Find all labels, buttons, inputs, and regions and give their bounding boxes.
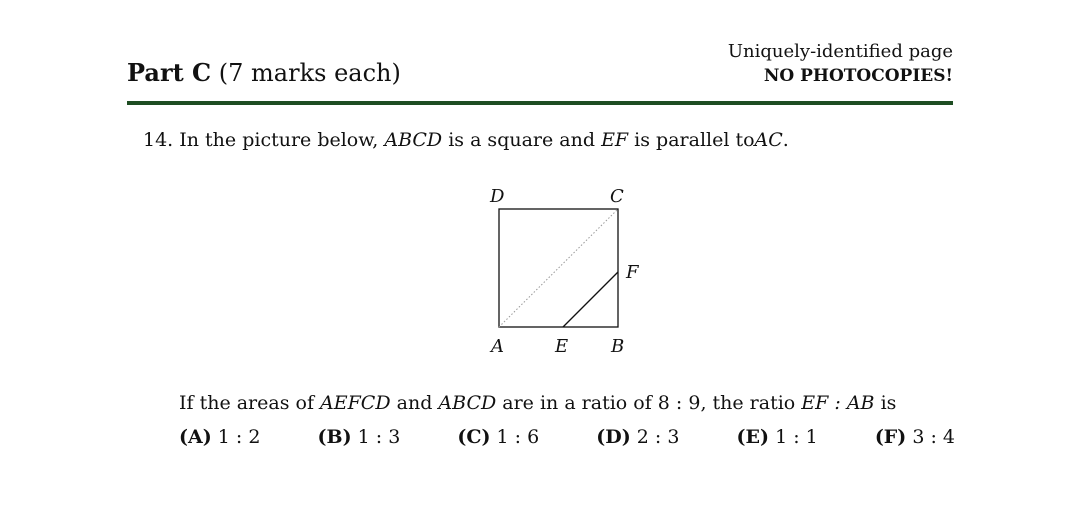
- prompt-math-aefcd: AEFCD: [320, 392, 391, 414]
- notice-unique-page: Uniquely-identified page: [727, 41, 953, 62]
- answer-choice-e[interactable]: [737, 426, 818, 448]
- square-diagram: [470, 178, 650, 368]
- answer-choice-a[interactable]: [179, 426, 260, 448]
- prompt-text-3: are in a ratio of 8 : 9, the ratio: [502, 392, 796, 414]
- part-heading: [127, 58, 401, 87]
- choice-label: (D): [596, 426, 631, 448]
- choice-label: (E): [736, 426, 770, 448]
- question-math-abcd: ABCD: [384, 129, 443, 151]
- choice-value: 1 : 3: [357, 426, 401, 448]
- choice-value: 3 : 4: [912, 426, 955, 448]
- choice-value: 1 : 1: [775, 426, 818, 448]
- point-label-f: F: [626, 262, 639, 283]
- question-statement: [143, 129, 789, 151]
- question-math-ac: AC: [754, 129, 783, 151]
- choice-value: 1 : 2: [217, 426, 261, 448]
- vertex-label-c: C: [610, 186, 624, 207]
- vertex-label-b: B: [611, 336, 625, 357]
- choice-value: 2 : 3: [636, 426, 680, 448]
- prompt-math-abcd: ABCD: [438, 392, 497, 414]
- question-number: 14.: [143, 129, 174, 151]
- question-math-ef: EF: [601, 129, 629, 151]
- diagonal-ac: [499, 209, 618, 327]
- prompt-text-4: is: [880, 392, 897, 414]
- header-divider: [127, 101, 953, 105]
- answer-choices: [179, 426, 955, 448]
- choice-label: (B): [317, 426, 352, 448]
- choice-label: (A): [179, 426, 212, 448]
- question-text-1: In the picture below,: [179, 129, 379, 151]
- question-prompt: [179, 392, 896, 414]
- part-label: Part C: [127, 58, 212, 87]
- answer-choice-f[interactable]: [875, 426, 955, 448]
- question-text-3: is parallel to: [634, 129, 755, 151]
- vertex-label-a: A: [491, 336, 504, 357]
- page-notice: [728, 40, 953, 88]
- prompt-text-1: If the areas of: [179, 392, 314, 414]
- answer-choice-c[interactable]: [457, 426, 539, 448]
- choice-label: (C): [457, 426, 491, 448]
- prompt-math-ef-ab: EF : AB: [801, 392, 875, 414]
- choice-value: 1 : 6: [496, 426, 540, 448]
- question-text-4: .: [782, 129, 789, 151]
- answer-choice-b[interactable]: [318, 426, 401, 448]
- vertex-label-d: D: [490, 186, 505, 207]
- marks-note: (7 marks each): [218, 59, 401, 87]
- segment-ef: [563, 272, 618, 327]
- prompt-text-2: and: [396, 392, 433, 414]
- notice-no-photocopies: NO PHOTOCOPIES!: [763, 66, 953, 86]
- question-text-2: is a square and: [448, 129, 596, 151]
- choice-label: (F): [874, 426, 907, 448]
- point-label-e: E: [555, 336, 569, 357]
- answer-choice-d[interactable]: [596, 426, 679, 448]
